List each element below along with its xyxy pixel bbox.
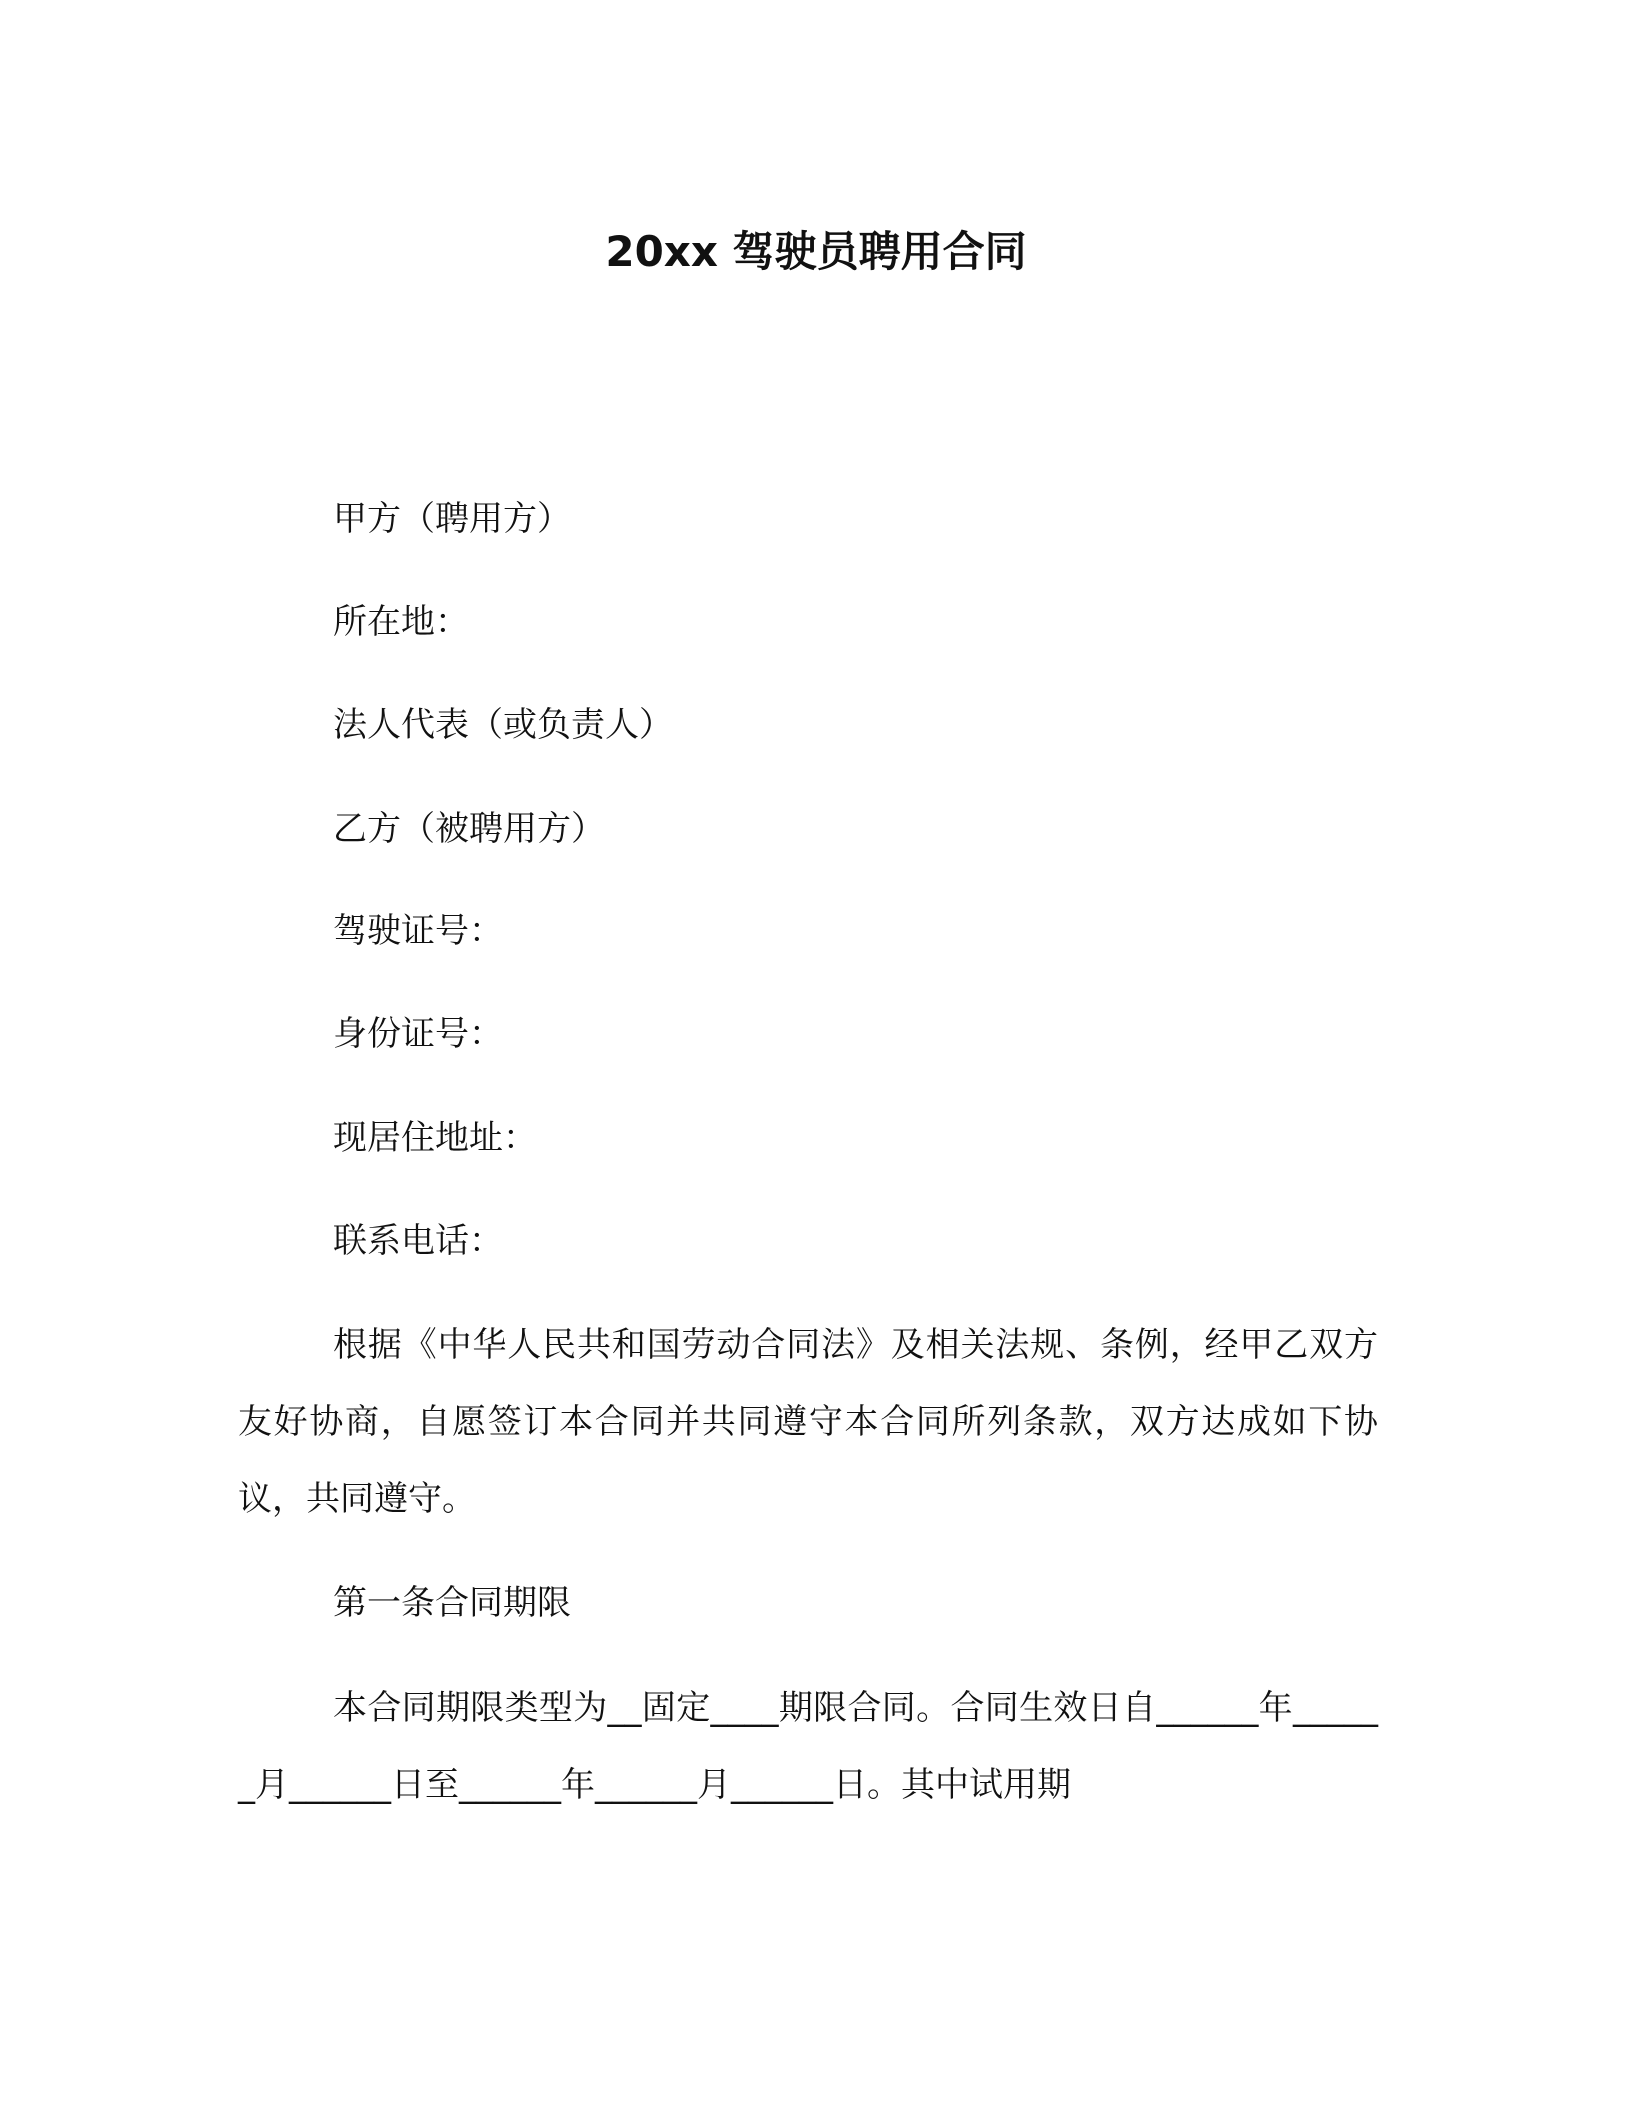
current-address-label: 现居住地址： [333, 1118, 537, 1158]
party-b-label: 乙方（被聘用方） [333, 809, 605, 849]
id-number-label: 身份证号： [333, 1014, 503, 1054]
section-1-text: 本合同期限类型为__固定____期限合同。合同生效日自______年______月______日至______年______月______日。其中试用期 [238, 1688, 1378, 1805]
driver-license-label: 驾驶证号： [333, 911, 503, 951]
section-1-title: 第一条合同期限 [333, 1583, 571, 1623]
location-label: 所在地： [333, 602, 469, 642]
legal-representative-label: 法人代表（或负责人） [333, 705, 673, 745]
party-a-label: 甲方（聘用方） [333, 499, 571, 539]
document-title: 20xx 驾驶员聘用合同 [605, 227, 1027, 276]
phone-label: 联系电话： [333, 1221, 503, 1261]
intro-paragraph: 根据《中华人民共和国劳动合同法》及相关法规、条例，经甲乙双方友好协商，自愿签订本合同并共同遵守本合同所列条款，双方达成如下协议，共同遵守。 [238, 1325, 1378, 1519]
